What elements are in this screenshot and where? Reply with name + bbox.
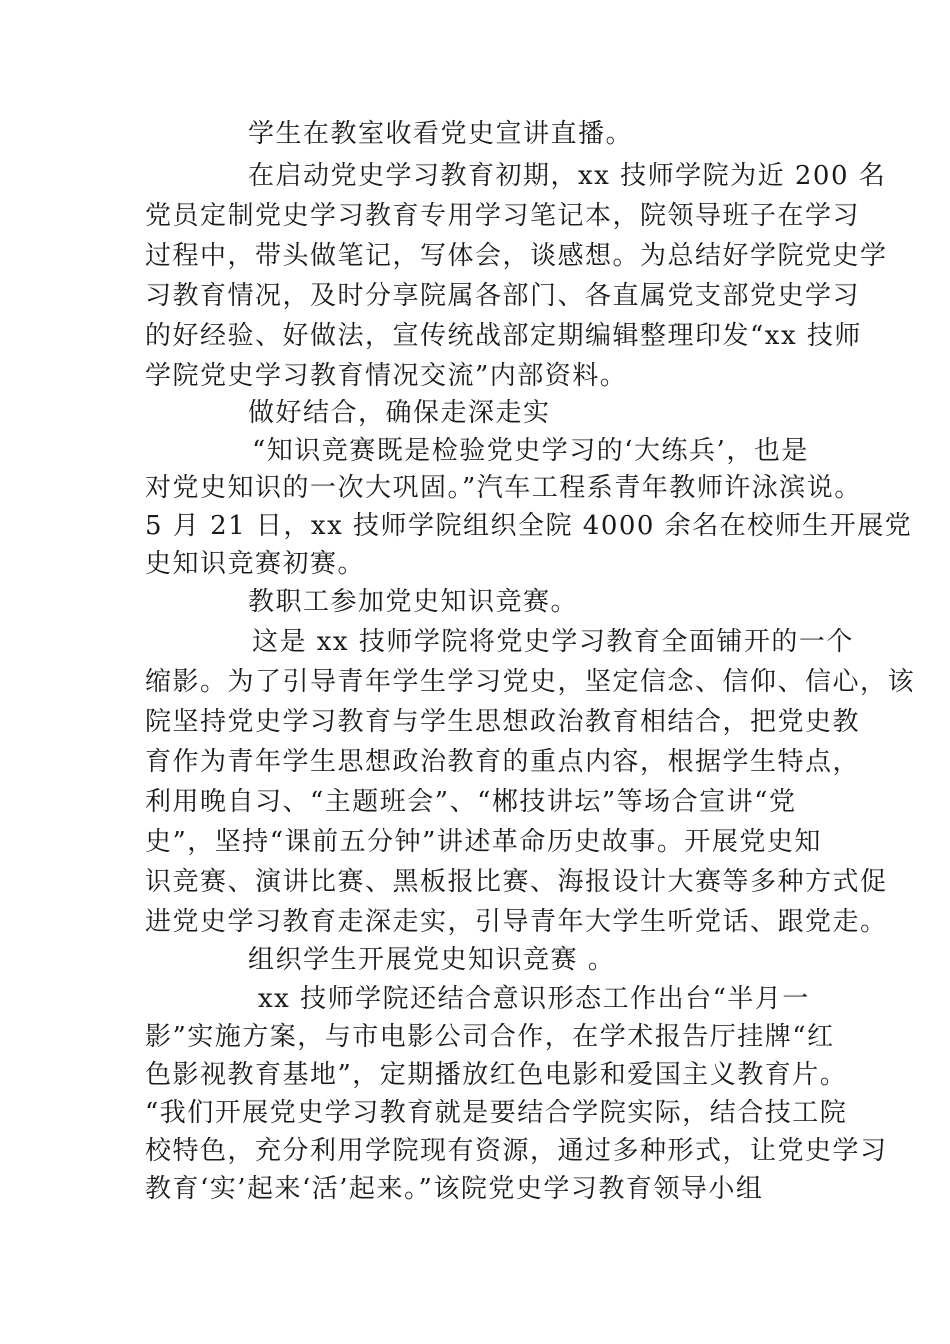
caption-line: 教职工参加党史知识竞赛。 xyxy=(248,587,579,617)
text-line: 史”，坚持“课前五分钟”讲述革命历史故事。开展党史知 xyxy=(145,827,822,857)
text-line: 学院党史学习教育情况交流”内部资料。 xyxy=(145,361,628,391)
text-line: 对党史知识的一次大巩固。”汽车工程系青年教师许泳滨说。 xyxy=(145,473,862,503)
text-line: 过程中，带头做笔记，写体会，谈感想。为总结好学院党史学 xyxy=(145,241,888,271)
section-heading: 做好结合，确保走深走实 xyxy=(248,398,551,428)
caption-line: 组织学生开展党史知识竞赛 。 xyxy=(248,945,616,975)
text-line: “知识竞赛既是检验党史学习的‘大练兵’，也是 xyxy=(252,436,809,466)
text-line: 缩影。为了引导青年学生学习党史，坚定信念、信仰、信心，该 xyxy=(145,667,916,697)
text-line: 这是 xx 技师学院将党史学习教育全面铺开的一个 xyxy=(252,627,854,657)
text-line: 利用晚自习、“主题班会”、“郴技讲坛”等场合宣讲“党 xyxy=(145,787,797,817)
text-line: “我们开展党史学习教育就是要结合学院实际，结合技工院 xyxy=(145,1098,848,1128)
text-line: 学生在教室收看党史宣讲直播。 xyxy=(248,119,634,149)
text-line: 院坚持党史学习教育与学生思想政治教育相结合，把党史教 xyxy=(145,707,861,737)
text-line: 进党史学习教育走深走实，引导青年大学生听党话、跟党走。 xyxy=(145,907,888,937)
text-line: xx 技师学院还结合意识形态工作出台“半月一 xyxy=(258,984,810,1014)
text-line: 影”实施方案，与市电影公司合作，在学术报告厅挂牌“红 xyxy=(145,1022,835,1052)
text-line: 识竞赛、演讲比赛、黑板报比赛、海报设计大赛等多种方式促 xyxy=(145,867,888,897)
text-line: 5 月 21 日，xx 技师学院组织全院 4000 余名在校师生开展党 xyxy=(145,511,913,541)
text-line: 色影视教育基地”，定期播放红色电影和爱国主义教育片。 xyxy=(145,1060,848,1090)
text-line: 党员定制党史学习教育专用学习笔记本，院领导班子在学习 xyxy=(145,201,861,231)
text-line: 的好经验、好做法，宣传统战部定期编辑整理印发“xx 技师 xyxy=(145,321,862,351)
text-line: 史知识竞赛初赛。 xyxy=(145,549,366,579)
text-line: 育作为青年学生思想政治教育的重点内容，根据学生特点， xyxy=(145,747,861,777)
text-line: 习教育情况，及时分享院属各部门、各直属党支部党史学习 xyxy=(145,281,861,311)
text-line: 在启动党史学习教育初期，xx 技师学院为近 200 名 xyxy=(248,161,887,191)
text-line: 教育‘实’起来‘活’起来。”该院党史学习教育领导小组 xyxy=(145,1174,764,1204)
text-line: 校特色，充分利用学院现有资源，通过多种形式，让党史学习 xyxy=(145,1136,888,1166)
